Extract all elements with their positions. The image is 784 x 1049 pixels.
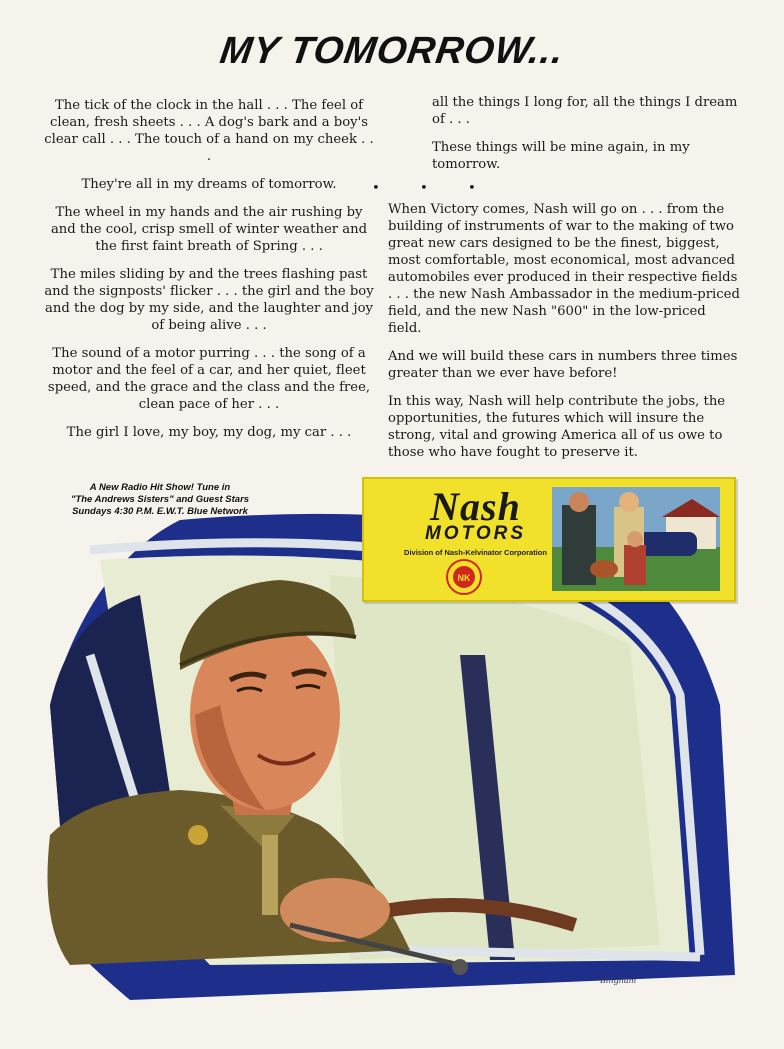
poem-stanza: The wheel in my hands and the air rushing by and the cool, crisp smell of winter weather and the first faint breath of Spring . . . <box>50 205 368 254</box>
poem-stanza: The miles sliding by and the trees flashing past and the signposts' flicker . . . the girl and the boy and the dog by my side, and the laughter and joy of being alive . . . <box>44 267 374 333</box>
poem-stanza: The girl I love, my boy, my dog, my car . . . <box>66 425 352 440</box>
poem-column <box>44 97 374 452</box>
body-paragraph: And we will build these cars in numbers three times greater than we ever have before! <box>388 349 738 381</box>
copy-column <box>372 94 740 472</box>
poem-stanza: The tick of the clock in the hall . . . The feel of clean, fresh sheets . . . A dog's bark and a boy's clear call . . . The touch of a hand on my cheek . . . <box>44 98 374 164</box>
body-paragraph: In this way, Nash will help contribute the jobs, the opportunities, the futures which will insure the strong, vital and growing America all of us owe to those who have fought to preserve it. <box>388 394 726 460</box>
radio-line: "The Andrews Sisters" and Guest Stars <box>70 494 250 505</box>
radio-line: A New Radio Hit Show! Tune in <box>89 482 231 493</box>
division-text: Division of Nash-Kelvinator Corporation <box>404 548 547 557</box>
family-photo-inset <box>552 487 720 591</box>
svg-text:NK: NK <box>457 573 471 583</box>
soldier-tie <box>262 835 278 915</box>
poem-stanza: The sound of a motor purring . . . the song of a motor and the feel of a car, and her quiet, fleet speed, and the grace and the class and the free, clean pace of her . . . <box>47 346 371 412</box>
artist-signature: Bingham <box>600 976 637 985</box>
nash-logo: Nash <box>430 484 521 529</box>
motors-logo: MOTORS <box>424 523 527 544</box>
poem-continuation: all the things I long for, all the things I dream of . . . <box>432 95 738 127</box>
poem-promise: These things will be mine again, in my tomorrow. <box>432 140 690 172</box>
radio-line: Sundays 4:30 P.M. E.W.T. Blue Network <box>72 506 248 517</box>
headline: MY TOMORROW... <box>217 30 567 72</box>
body-paragraph: When Victory comes, Nash will go on . . . from the building of instruments of war to the making of two great new cars designed to be the finest, biggest, most comfortable, most economical, most advanced automobiles ever produced in their respective fields . . . the new Nash Ambassador in the medium-priced field, and the new Nash "600" in the low-priced field. <box>388 202 740 336</box>
nash-kelvinator-seal-icon <box>446 559 482 595</box>
poem-stanza: They're all in my dreams of tomorrow. <box>81 177 337 192</box>
nash-motors-sign <box>362 477 736 602</box>
wiper-pivot <box>452 959 468 975</box>
soldier-hand <box>280 878 390 942</box>
section-separator: • • • <box>372 181 494 196</box>
collar-insignia <box>188 825 208 845</box>
